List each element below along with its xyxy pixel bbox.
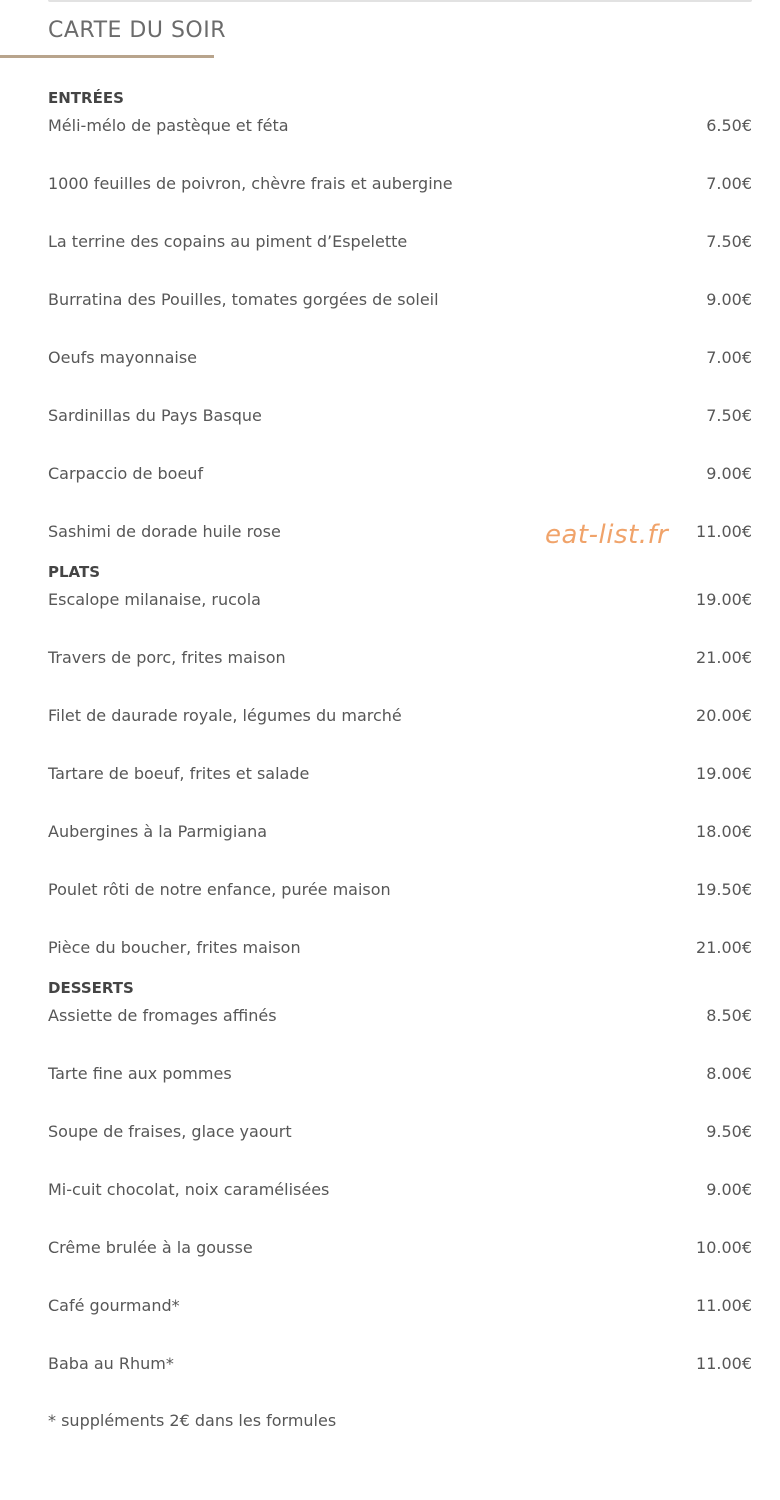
item-name: Tartare de boeuf, frites et salade (48, 764, 310, 783)
menu-item (48, 1353, 752, 1411)
item-price: 21.00€ (696, 648, 752, 667)
item-price: 7.50€ (706, 232, 752, 251)
item-price: 7.00€ (706, 348, 752, 367)
section-heading-entrees: ENTRÉES (48, 89, 124, 107)
item-name: Mi-cuit chocolat, noix caramélisées (48, 1180, 330, 1199)
item-name: Soupe de fraises, glace yaourt (48, 1122, 292, 1141)
item-price: 20.00€ (696, 706, 752, 725)
item-name: Pièce du boucher, frites maison (48, 938, 301, 957)
menu-item (48, 647, 752, 705)
menu-item (48, 705, 752, 763)
item-name: Poulet rôti de notre enfance, purée maison (48, 880, 391, 899)
menu-item (48, 115, 752, 173)
menu-item (48, 405, 752, 463)
item-price: 9.00€ (706, 290, 752, 309)
item-name: 1000 feuilles de poivron, chèvre frais et aubergine (48, 174, 453, 193)
section-heading-plats: PLATS (48, 563, 101, 581)
menu (48, 88, 752, 1446)
menu-item (48, 821, 752, 879)
item-price: 11.00€ (696, 522, 752, 541)
item-name: La terrine des copains au piment d’Espelette (48, 232, 408, 251)
title-underline (0, 55, 214, 58)
item-price: 9.00€ (706, 1180, 752, 1199)
section-heading-desserts: DESSERTS (48, 979, 134, 997)
item-name: Sardinillas du Pays Basque (48, 406, 262, 425)
item-name: Oeufs mayonnaise (48, 348, 197, 367)
item-name: Carpaccio de boeuf (48, 464, 204, 483)
section-plats (48, 562, 752, 986)
item-price: 8.50€ (706, 1006, 752, 1025)
item-name: Escalope milanaise, rucola (48, 590, 261, 609)
section-desserts (48, 978, 752, 1411)
item-price: 11.00€ (696, 1354, 752, 1373)
item-price: 9.00€ (706, 464, 752, 483)
item-name: Burratina des Pouilles, tomates gorgées de soleil (48, 290, 439, 309)
item-price: 19.50€ (696, 880, 752, 899)
item-name: Aubergines à la Parmigiana (48, 822, 268, 841)
item-price: 21.00€ (696, 938, 752, 957)
item-price: 10.00€ (696, 1238, 752, 1257)
item-name: Sashimi de dorade huile rose (48, 522, 281, 541)
menu-item (48, 231, 752, 289)
item-price: 19.00€ (696, 590, 752, 609)
menu-item (48, 589, 752, 647)
menu-item (48, 763, 752, 821)
item-price: 7.50€ (706, 406, 752, 425)
menu-item (48, 289, 752, 347)
item-price: 6.50€ (706, 116, 752, 135)
menu-item (48, 1179, 752, 1237)
menu-item (48, 1121, 752, 1179)
item-price: 8.00€ (706, 1064, 752, 1083)
menu-item (48, 1295, 752, 1353)
section-entrees (48, 88, 752, 570)
menu-item (48, 879, 752, 937)
item-name: Filet de daurade royale, légumes du marché (48, 706, 402, 725)
item-name: Tarte fine aux pommes (48, 1064, 232, 1083)
item-price: 11.00€ (696, 1296, 752, 1315)
item-price: 9.50€ (706, 1122, 752, 1141)
menu-item (48, 937, 752, 986)
menu-item (48, 1063, 752, 1121)
footnote: * suppléments 2€ dans les formules (48, 1411, 337, 1430)
item-price: 18.00€ (696, 822, 752, 841)
item-name: Travers de porc, frites maison (48, 648, 286, 667)
item-name: Crême brulée à la gousse (48, 1238, 253, 1257)
menu-item (48, 463, 752, 521)
menu-item (48, 1237, 752, 1295)
menu-item (48, 347, 752, 405)
item-price: 7.00€ (706, 174, 752, 193)
menu-item (48, 173, 752, 231)
item-name: Baba au Rhum* (48, 1354, 174, 1373)
item-name: Méli-mélo de pastèque et féta (48, 116, 289, 135)
page-title: CARTE DU SOIR (48, 18, 227, 43)
top-divider (48, 0, 752, 2)
watermark: eat-list.fr (545, 520, 669, 550)
item-price: 19.00€ (696, 764, 752, 783)
menu-item (48, 1005, 752, 1063)
item-name: Café gourmand* (48, 1296, 180, 1315)
item-name: Assiette de fromages affinés (48, 1006, 277, 1025)
